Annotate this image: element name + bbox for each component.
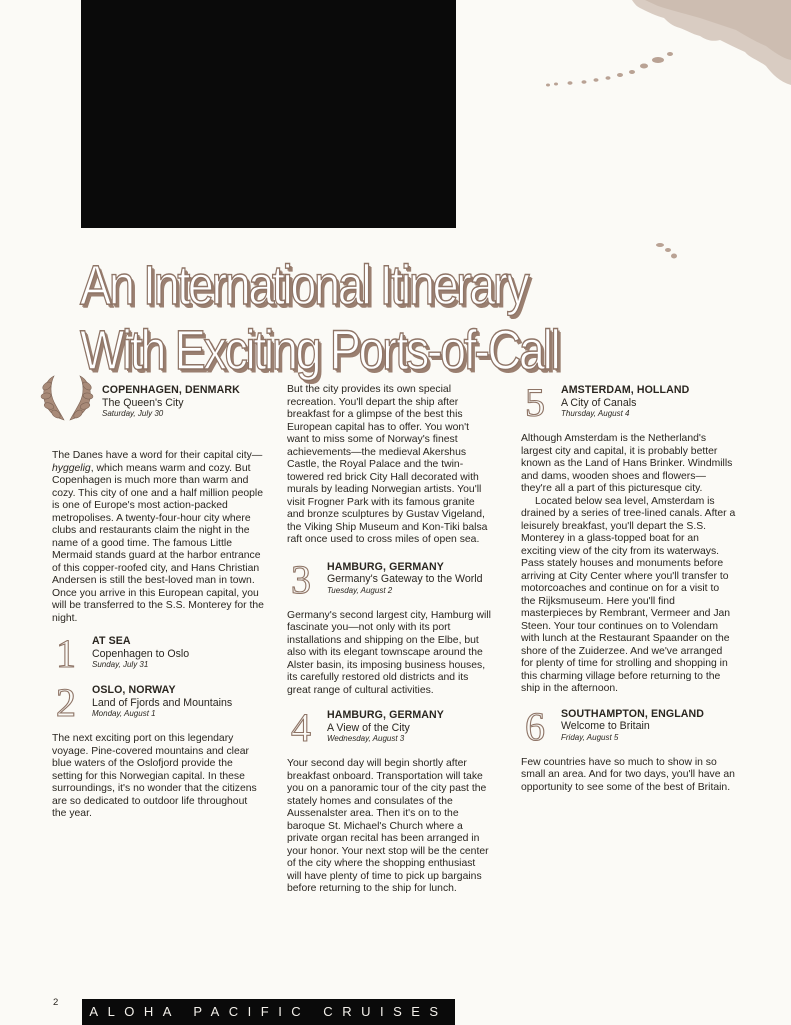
emphasis-word: hyggelig	[52, 462, 91, 474]
entry-city: OSLO, NORWAY	[92, 684, 176, 696]
footer-brand-bar: ALOHA PACIFIC CRUISES	[82, 999, 455, 1025]
itinerary-entry-copenhagen	[52, 384, 264, 436]
day-number: 6	[525, 703, 545, 749]
entry-date: Sunday, July 31	[92, 660, 149, 669]
page-title	[80, 252, 559, 382]
entry-city: AMSTERDAM, HOLLAND	[561, 384, 690, 396]
column-2	[287, 384, 492, 896]
entry-subtitle: A City of Canals	[561, 396, 637, 409]
title-line-2: With Exciting Ports-of-Call	[80, 318, 559, 381]
entry-date: Tuesday, August 2	[327, 585, 393, 595]
itinerary-entry-hamburg-2	[287, 705, 492, 750]
itinerary-entry-amsterdam	[521, 380, 736, 425]
entry-city: HAMBURG, GERMANY	[327, 560, 444, 573]
entry-city: HAMBURG, GERMANY	[327, 709, 444, 721]
entry-date: Friday, August 5	[561, 732, 619, 742]
entry-subtitle: Land of Fjords and Mountains	[92, 696, 233, 709]
amsterdam-paragraph-1: Although Amsterdam is the Netherland's largest city and capital, it is probably better known as the Land of Hans Brinker. Windmills and dams, wooden shoes and flowers—they're all a part of this picturesque city.	[521, 433, 733, 494]
itinerary-entry-oslo	[52, 680, 264, 725]
day-number: 2	[56, 680, 76, 725]
entry-subtitle: Germany's Gateway to the World	[327, 573, 483, 585]
itinerary-entry-southampton	[521, 703, 736, 749]
column-1	[52, 384, 264, 821]
day-number: 4	[291, 705, 311, 750]
entry-city: AT SEA	[92, 635, 131, 647]
amsterdam-paragraph-2: Located below sea level, Amsterdam is drained by a series of tree-lined canals. After a leisurely breakfast, you'll depart the S.S. Monterey in a glass-topped boat for an exciting view of the city from its waterways. Pass stately houses and monuments before arriving at City Center where you'll transfer to motorcoaches and continue on for a visit to the Rijksmuseum. Here you'll find masterpieces by Rembrant, Vermeer and Jan Steen. Your tour continues on to Volendam with lunch at the Restaurant Spaander on the shore of the Zuiderzee. And we've arranged for plenty of time for strolling and shopping in this charming village before returning to the ship in the afternoon.	[521, 495, 736, 694]
oslo-continued-paragraph: But the city provides its own special recreation. You'll depart the ship after breakfast for a glimpse of the best this European capital has to offer. You won't want to miss some of Norway's finest achievements—the medieval Akershus Castle, the Royal Palace and the twin-towered red brick City Hall decorated with murals by leading Norwegian artists. You'll visit Frogner Park with its famous granite and bronze sculptures by Gustav Vigeland, the Viking Ship Museum and Kon-Tiki balsa raft once used to cross miles of open sea.	[287, 384, 488, 545]
entry-city: COPENHAGEN, DENMARK	[102, 384, 240, 396]
day-number: 5	[525, 380, 545, 425]
map-decoration	[540, 0, 791, 270]
entry-date: Monday, August 1	[92, 709, 156, 718]
entry-subtitle: Welcome to Britain	[561, 720, 650, 732]
entry-subtitle: Copenhagen to Oslo	[92, 647, 190, 660]
entry-date: Thursday, August 4	[561, 409, 630, 418]
copenhagen-paragraph: The Danes have a word for their capital city—hyggelig, which means warm and cozy. But Copenhagen is much more than warm and cozy. This city of one and a half million people is one of Europe's most action-packed metropolises. A twenty-four-hour city where clubs and restaurants claim the night in the name of a good time. The famous Little Mermaid stands guard at the harbor entrance of this copper-roofed city, and Hans Christian Andersen is still the best-loved man in town. Once you arrive in this European capital, you will be transferred to the S.S. Monterey for the night.	[52, 450, 264, 624]
entry-city: SOUTHAMPTON, ENGLAND	[561, 707, 705, 720]
entry-subtitle: A View of the City	[327, 721, 410, 734]
column-3	[521, 380, 736, 794]
entry-subtitle: The Queen's City	[102, 396, 184, 409]
hamburg-2-paragraph: Your second day will begin shortly after breakfast onboard. Transportation will take you on a panoramic tour of the city past the stately homes and consulates of the Aussenalster area. Then it's on to the baroque St. Michael's Church where a private organ recital has been arranged in your honor. Your next stop will be the center of the city where the shopping enthusiast will have plenty of time to pick up bargains before returning to the ship for lunch.	[287, 758, 489, 894]
entry-date: Wednesday, August 3	[327, 734, 405, 743]
oslo-paragraph: The next exciting port on this legendary voyage. Pine-covered mountains and clear blue waters of the Oslofjord provide the setting for this Norwegian capital. In these surroundings, it's no wonder that the citizens are so dedicated to outdoor life throughout the year.	[52, 733, 257, 819]
itinerary-entry-at-sea	[52, 631, 264, 676]
southampton-paragraph: Few countries have so much to show in so small an area. And for two days, you'll have an opportunity to see some of the best of Britain.	[521, 756, 735, 793]
laurel-wreath-icon	[38, 372, 96, 424]
hamburg-1-paragraph: Germany's second largest city, Hamburg will fascinate you—not only with its port installations and shipping on the Elbe, but also with its elegant townscape around the Alster basin, its imposing business houses, its carefully restored old districts and its great range of cultural activities.	[287, 609, 491, 696]
day-number: 1	[56, 631, 76, 676]
page-number: 2	[53, 997, 59, 1008]
title-line-1: An International Itinerary	[80, 253, 528, 316]
day-number: 3	[291, 556, 311, 602]
entry-date: Saturday, July 30	[102, 409, 164, 418]
itinerary-entry-hamburg-1	[287, 556, 492, 602]
photo-block	[81, 0, 456, 228]
